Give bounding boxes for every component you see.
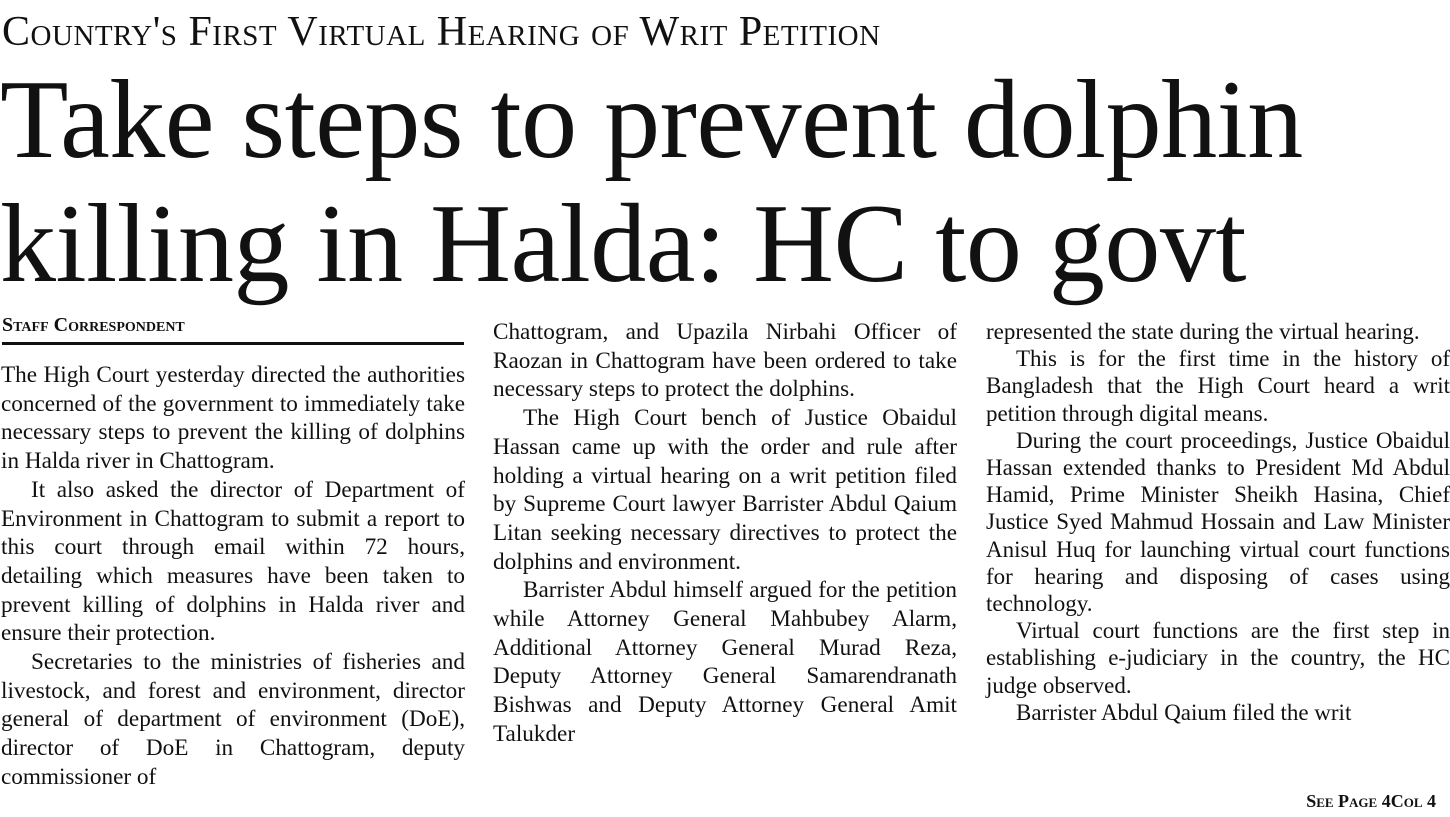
paragraph: Virtual court functions are the first step in establishing e-judiciary in the country, the HC judge observed.	[986, 618, 1450, 698]
headline	[0, 58, 1450, 306]
continued-jump-line: See Page 4Col 4	[1306, 791, 1436, 811]
paragraph: The High Court yesterday directed the authorities concerned of the government to immediately take necessary steps to prevent the killing of dolphins in Halda river in Chattogram.	[1, 362, 465, 475]
paragraph: During the court proceedings, Justice Obaidul Hassan extended thanks to President Md Abdul Hamid, Prime Minister Sheikh Hasina, Chief Justice Syed Mahmud Hossain and Law Minister Anisul Huq for launching virtual court functions for hearing and disposing of cases using technology.	[986, 427, 1450, 617]
article-column-2	[493, 318, 957, 749]
paragraph: Barrister Abdul Qaium filed the writ	[1016, 699, 1352, 725]
headline-line-1: Take steps to prevent dolphin	[0, 58, 1303, 182]
paragraph: This is for the first time in the history of Bangladesh that the High Court heard a writ petition through digital means.	[986, 346, 1450, 426]
paragraph: The High Court bench of Justice Obaidul Hassan came up with the order and rule after holding a virtual hearing on a writ petition filed by Supreme Court lawyer Barrister Abdul Qaium Litan seeking necessary directives to protect the dolphins and environment.	[493, 405, 957, 575]
paragraph: Barrister Abdul himself argued for the petition while Attorney General Mahbubey Alarm, Additional Attorney General Murad Reza, Deputy Attorney General Samarendranath Bishwas and Deputy Attorney General Amit Talukder	[493, 577, 957, 747]
headline-line-2: killing in Halda: HC to govt	[0, 182, 1246, 306]
article-column-3	[986, 318, 1450, 726]
article-column-1	[1, 361, 465, 792]
kicker-headline: Country's First Virtual Hearing of Writ Petition	[2, 9, 881, 55]
paragraph: It also asked the director of Department of Environment in Chattogram to submit a report to this court through email within 72 hours, detailing which measures have been taken to prevent killing of dolphins in Halda river and ensure their protection.	[1, 476, 465, 647]
paragraph: Secretaries to the ministries of fisheries and livestock, and forest and environment, director general of department of environment (DoE), director of DoE in Chattogram, deputy commissioner of	[1, 649, 465, 790]
paragraph: Chattogram, and Upazila Nirbahi Officer of Raozan in Chattogram have been ordered to take necessary steps to protect the dolphins.	[493, 319, 957, 403]
byline: Staff Correspondent	[2, 312, 464, 345]
paragraph: represented the state during the virtual hearing.	[986, 319, 1420, 344]
